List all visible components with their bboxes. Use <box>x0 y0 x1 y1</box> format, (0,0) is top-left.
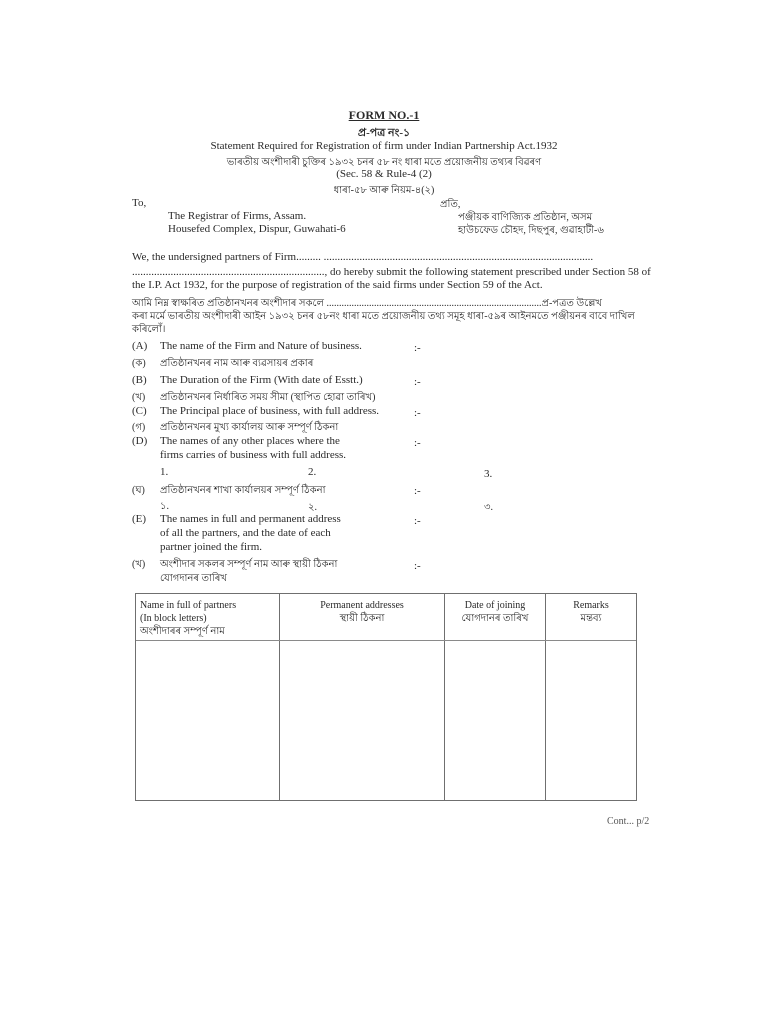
table-header-date-line-2: যোগদানৰ তাৰিখ <box>461 613 529 624</box>
item-d-label: (D) <box>132 435 148 447</box>
item-c-label: (C) <box>132 405 147 417</box>
item-gha-num-2: ২. <box>308 502 318 513</box>
intro-line-1: We, the undersigned partners of Firm......... .................................................................................................. <box>132 251 594 263</box>
item-e-colon: :- <box>414 515 421 527</box>
registrar-name-assamese: পঞ্জীয়ক বাণিজ্যিক প্ৰতিষ্ঠান, অসম <box>458 212 593 223</box>
table-header-address <box>280 599 444 625</box>
item-a-text: The name of the Firm and Nature of business. <box>160 340 362 352</box>
item-b-text: The Duration of the Firm (With date of Esstt.) <box>160 374 363 386</box>
to-label: To, <box>132 197 147 209</box>
item-d-num-2: 2. <box>308 466 317 478</box>
item-d-text-2: firms carries of business with full address. <box>160 449 347 461</box>
form-title: FORM NO.-1 <box>348 108 420 122</box>
item-d-num-3: 3. <box>484 468 493 480</box>
item-b-colon: :- <box>414 376 421 388</box>
intro-assamese-line-1: আমি নিম্ন স্বাক্ষৰিত প্ৰতিষ্ঠানখনৰ অংশীদাৰ সকলে ......................................................................................প্ৰ-পত্ৰত উল্লেখ <box>132 298 602 309</box>
item-kha-label: (খ) <box>132 392 146 403</box>
item-e-label: (E) <box>132 513 147 525</box>
partners-table <box>135 593 637 801</box>
section-reference-assamese: ধাৰা-৫৮ আৰু নিয়ম-৪(২) <box>333 185 435 196</box>
registrar-address: Housefed Complex, Dispur, Guwahati-6 <box>168 223 346 235</box>
item-d-num-1: 1. <box>160 466 169 478</box>
intro-assamese-line-2: কৰা মৰ্মে ভাৰতীয় অংশীদাৰী আইন ১৯৩২ চনৰ ৫৮নং ধাৰা মতে প্ৰয়োজনীয় তথ্য সমূহ ধাৰা-৫৯ৰ আইনমতে পঞ্জীয়নৰ বাবে দাখিল <box>132 311 635 322</box>
item-e-text-3: partner joined the firm. <box>160 541 263 553</box>
item-gha-colon: :- <box>414 485 421 497</box>
item-ka-text: প্ৰতিষ্ঠানখনৰ নাম আৰু ব্যৱসায়ৰ প্ৰকাৰ <box>160 358 314 369</box>
table-header-name <box>140 599 236 638</box>
item-gha-num-1: ১. <box>160 501 169 512</box>
table-header-date <box>445 599 545 625</box>
table-header-address-line-1: Permanent addresses <box>320 600 404 611</box>
item-kha2-colon: :- <box>414 560 421 572</box>
item-a-label: (A) <box>132 340 148 352</box>
item-ka-label: (ক) <box>132 358 146 369</box>
table-header-remarks-line-1: Remarks <box>573 600 609 611</box>
item-ga-text: প্ৰতিষ্ঠানখনৰ মুখ্য কাৰ্যালয় আৰু সম্পূৰ্ণ ঠিকনা <box>160 422 339 433</box>
registrar-address-assamese: হাউচফেড চৌহদ, দিছপুৰ, গুৱাহাটী-৬ <box>458 225 604 236</box>
item-e-text-1: The names in full and permanent address <box>160 513 341 525</box>
table-header-address-line-2: স্থায়ী ঠিকনা <box>339 613 385 624</box>
item-kha2-label: (খ) <box>132 559 146 570</box>
item-gha-label: (ঘ) <box>132 485 145 496</box>
item-gha-text: প্ৰতিষ্ঠানখনৰ শাখা কাৰ্যালয়ৰ সম্পূৰ্ণ ঠিকনা <box>160 485 326 496</box>
item-gha-num-3: ৩. <box>484 502 494 513</box>
table-header-remarks <box>546 599 636 625</box>
item-kha-text: প্ৰতিষ্ঠানখনৰ নিৰ্ধাৰিত সময় সীমা (স্থাপিত হোৱা তাৰিখ) <box>160 392 376 403</box>
item-c-text: The Principal place of business, with full address. <box>160 405 380 417</box>
intro-assamese-line-3: কৰিলোঁ। <box>132 324 166 335</box>
item-ga-label: (গ) <box>132 422 146 433</box>
item-kha2-text-2: যোগদানৰ তাৰিখ <box>160 573 227 584</box>
intro-line-2: ......................................................................, do hereby submit the following statement prescribed under Section 58 of <box>132 266 651 278</box>
table-header-date-line-1: Date of joining <box>464 600 526 611</box>
registrar-name: The Registrar of Firms, Assam. <box>168 210 307 222</box>
table-header-name-line-1: Name in full of partners <box>140 600 237 611</box>
table-header-divider <box>136 640 636 641</box>
continued-note: Cont... p/2 <box>607 816 650 827</box>
item-b-label: (B) <box>132 374 147 386</box>
table-header-remarks-line-2: মন্তব্য <box>580 613 602 624</box>
item-d-text-1: The names of any other places where the <box>160 435 340 447</box>
form-title-assamese: প্ৰ-পত্ৰ নং-১ <box>357 127 411 139</box>
statement-heading: Statement Required for Registration of firm under Indian Partnership Act.1932 <box>210 140 558 152</box>
to-label-assamese: প্ৰতি, <box>440 199 461 210</box>
table-header-name-line-3: অংশীদাৰৰ সম্পূৰ্ণ নাম <box>140 626 225 637</box>
item-c-colon: :- <box>414 407 421 419</box>
section-reference: (Sec. 58 & Rule-4 (2) <box>336 168 432 180</box>
item-kha2-text-1: অংশীদাৰ সকলৰ সম্পূৰ্ণ নাম আৰু স্থায়ী ঠিকনা <box>160 559 338 570</box>
statement-heading-assamese: ভাৰতীয় অংশীদাৰী চুক্তিৰ ১৯৩২ চনৰ ৫৮ নং ধাৰা মতে প্ৰয়োজনীয় তথ্যৰ বিৱৰণ <box>226 157 542 168</box>
table-header-name-line-2: (In block letters) <box>140 613 207 624</box>
item-d-colon: :- <box>414 437 421 449</box>
item-a-colon: :- <box>414 342 421 354</box>
intro-line-3: the I.P. Act 1932, for the purpose of registration of the said firms under Section 59 of the Act. <box>132 279 543 291</box>
item-e-text-2: of all the partners, and the date of each <box>160 527 331 539</box>
